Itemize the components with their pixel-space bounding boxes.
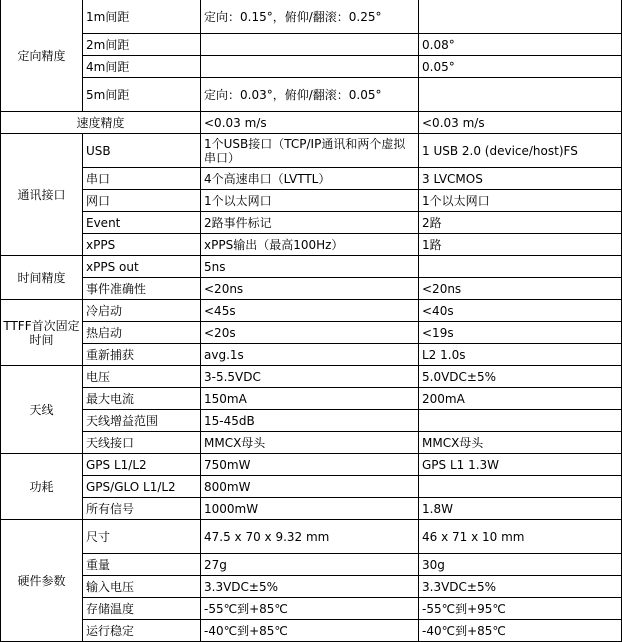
category-cell: 硬件参数: [1, 520, 83, 642]
table-row: [1, 56, 622, 78]
spec-b-cell: 2路: [419, 212, 622, 234]
spec-b-cell: -55℃到+95℃: [419, 598, 622, 620]
table-row: [1, 300, 622, 322]
spec-b-cell: 46 x 71 x 10 mm: [419, 520, 622, 554]
item-cell: xPPS: [83, 234, 201, 256]
item-cell: GPS L1/L2: [83, 454, 201, 476]
table-row: [1, 554, 622, 576]
table-row: [1, 620, 622, 642]
item-cell: 重新捕获: [83, 344, 201, 366]
item-cell: 重量: [83, 554, 201, 576]
item-cell: 最大电流: [83, 388, 201, 410]
item-cell: 输入电压: [83, 576, 201, 598]
table-row: [1, 34, 622, 56]
spec-b-cell: 1路: [419, 234, 622, 256]
table-row: [1, 366, 622, 388]
spec-a-cell: 定向：0.03°，俯仰/翻滚：0.05°: [201, 78, 419, 112]
category-cell: 时间精度: [1, 256, 83, 300]
spec-a-cell: 1个以太网口: [201, 190, 419, 212]
spec-b-cell: 1.8W: [419, 498, 622, 520]
table-row: [1, 234, 622, 256]
table-row: [1, 576, 622, 598]
item-cell: 所有信号: [83, 498, 201, 520]
item-cell: 热启动: [83, 322, 201, 344]
spec-a-cell: <20s: [201, 322, 419, 344]
category-cell: TTFF首次固定时间: [1, 300, 83, 366]
spec-a-cell: <20ns: [201, 278, 419, 300]
item-cell: 尺寸: [83, 520, 201, 554]
spec-b-cell: <20ns: [419, 278, 622, 300]
table-row: [1, 598, 622, 620]
spec-b-cell: 200mA: [419, 388, 622, 410]
spec-a-cell: 2路事件标记: [201, 212, 419, 234]
item-cell: Event: [83, 212, 201, 234]
spec-b-cell: GPS L1 1.3W: [419, 454, 622, 476]
table-row: [1, 322, 622, 344]
item-cell: 4m间距: [83, 56, 201, 78]
spec-a-cell: 47.5 x 70 x 9.32 mm: [201, 520, 419, 554]
spec-b-cell: 30g: [419, 554, 622, 576]
item-cell: 冷启动: [83, 300, 201, 322]
spec-b-cell: 0.08°: [419, 34, 622, 56]
item-cell: 1m间距: [83, 0, 201, 34]
spec-a-cell: 150mA: [201, 388, 419, 410]
table-row: [1, 476, 622, 498]
table-row: [1, 388, 622, 410]
spec-a-cell: 4个高速串口（LVTTL）: [201, 168, 419, 190]
table-row: [1, 432, 622, 454]
table-row: [1, 0, 622, 34]
item-cell: 存储温度: [83, 598, 201, 620]
spec-b-cell: [419, 476, 622, 498]
spec-b-cell: <19s: [419, 322, 622, 344]
table-row: [1, 278, 622, 300]
spec-a-cell: 15-45dB: [201, 410, 419, 432]
spec-a-cell: 27g: [201, 554, 419, 576]
spec-b-cell: 5.0VDC±5%: [419, 366, 622, 388]
spec-b-cell: 1 USB 2.0 (device/host)FS: [419, 134, 622, 168]
table-row: [1, 256, 622, 278]
item-cell: 网口: [83, 190, 201, 212]
spec-a-cell: [201, 56, 419, 78]
spec-b-cell: [419, 78, 622, 112]
spec-a-cell: 800mW: [201, 476, 419, 498]
item-cell: GPS/GLO L1/L2: [83, 476, 201, 498]
item-cell: 串口: [83, 168, 201, 190]
spec-a-cell: avg.1s: [201, 344, 419, 366]
spec-b-cell: 0.05°: [419, 56, 622, 78]
spec-table-body: [1, 0, 622, 642]
category-cell: 功耗: [1, 454, 83, 520]
item-cell: 2m间距: [83, 34, 201, 56]
item-cell: 5m间距: [83, 78, 201, 112]
table-row: [1, 212, 622, 234]
spec-a-cell: <45s: [201, 300, 419, 322]
spec-b-cell: <40s: [419, 300, 622, 322]
item-cell: 事件准确性: [83, 278, 201, 300]
item-cell: 天线接口: [83, 432, 201, 454]
spec-b-cell: -40℃到+85℃: [419, 620, 622, 642]
spec-a-cell: 750mW: [201, 454, 419, 476]
item-cell: 电压: [83, 366, 201, 388]
spec-a-cell: <0.03 m/s: [201, 112, 419, 134]
table-row: [1, 344, 622, 366]
table-row: [1, 520, 622, 554]
table-row: [1, 134, 622, 168]
table-row: [1, 410, 622, 432]
category-cell: 通讯接口: [1, 134, 83, 256]
category-cell: 定向精度: [1, 0, 83, 112]
spec-b-cell: [419, 256, 622, 278]
spec-a-cell: 3.3VDC±5%: [201, 576, 419, 598]
spec-b-cell: 3.3VDC±5%: [419, 576, 622, 598]
spec-b-cell: L2 1.0s: [419, 344, 622, 366]
item-cell: 运行稳定: [83, 620, 201, 642]
spec-a-cell: [201, 34, 419, 56]
table-row: [1, 168, 622, 190]
spec-a-cell: -40℃到+85℃: [201, 620, 419, 642]
spec-b-cell: <0.03 m/s: [419, 112, 622, 134]
table-row: [1, 112, 622, 134]
spec-b-cell: 3 LVCMOS: [419, 168, 622, 190]
item-cell: 天线增益范围: [83, 410, 201, 432]
spec-a-cell: -55℃到+85℃: [201, 598, 419, 620]
table-row: [1, 498, 622, 520]
spec-b-cell: [419, 410, 622, 432]
spec-a-cell: 3-5.5VDC: [201, 366, 419, 388]
category-cell: 天线: [1, 366, 83, 454]
spec-a-cell: MMCX母头: [201, 432, 419, 454]
item-cell: xPPS out: [83, 256, 201, 278]
spec-b-cell: MMCX母头: [419, 432, 622, 454]
table-row: [1, 454, 622, 476]
spec-b-cell: 1个以太网口: [419, 190, 622, 212]
table-row: [1, 78, 622, 112]
spec-a-cell: 1000mW: [201, 498, 419, 520]
table-row: [1, 190, 622, 212]
spec-a-cell: 定向：0.15°，俯仰/翻滚：0.25°: [201, 0, 419, 34]
item-cell: USB: [83, 134, 201, 168]
spec-a-cell: 1个USB接口（TCP/IP通讯和两个虚拟串口）: [201, 134, 419, 168]
spec-a-cell: 5ns: [201, 256, 419, 278]
spec-a-cell: xPPS输出（最高100Hz）: [201, 234, 419, 256]
category-cell: 速度精度: [1, 112, 201, 134]
spec-b-cell: [419, 0, 622, 34]
